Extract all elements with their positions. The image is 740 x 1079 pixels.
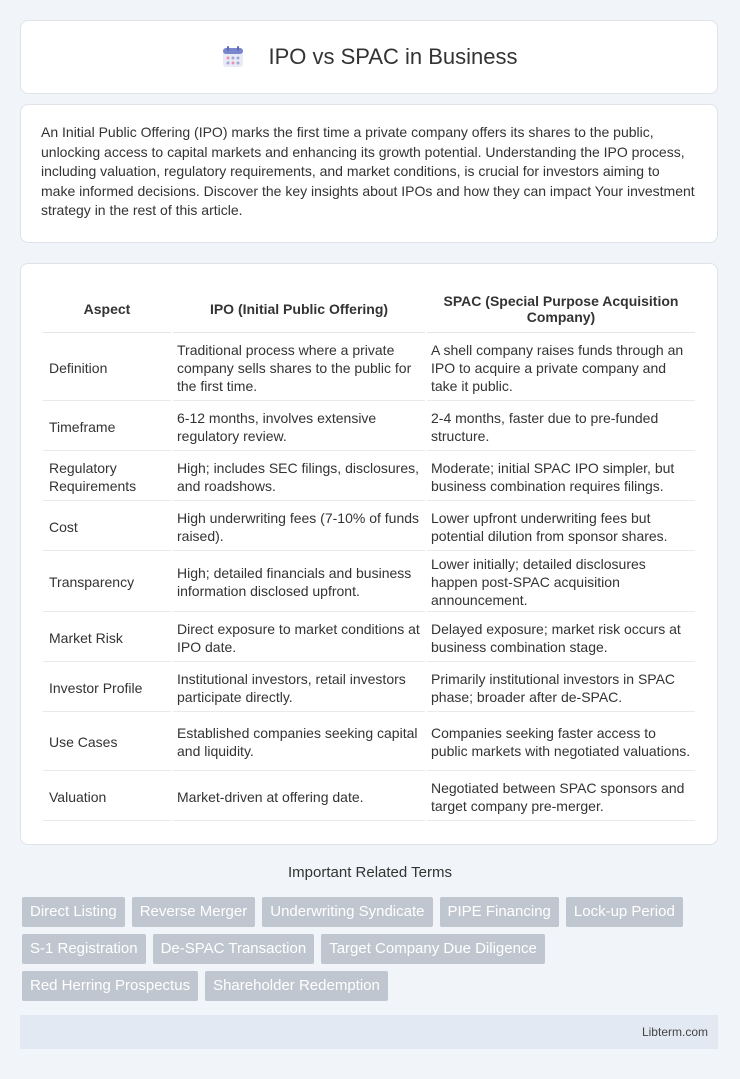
cell-ipo: High; detailed financials and business information disclosed upfront. — [173, 553, 425, 612]
cell-ipo: 6-12 months, involves extensive regulatory review. — [173, 403, 425, 451]
intro-text: An Initial Public Offering (IPO) marks the first time a private company offers its shares to the public, unlocking access to capital markets and enhancing its growth potential. Understanding the IPO process, including valuation, regulatory requirements, and market conditions, is crucial for investors aiming to make informed decisions. Discover the key insights about IPOs and how they can impact Your investment strategy in the rest of this article. — [41, 124, 695, 218]
table-row — [43, 614, 695, 662]
related-term-tag[interactable]: Reverse Merger — [132, 897, 256, 927]
related-term-tag[interactable]: PIPE Financing — [440, 897, 559, 927]
cell-ipo: Established companies seeking capital and liquidity. — [173, 714, 425, 771]
cell-aspect: Transparency — [43, 553, 171, 612]
column-header: IPO (Initial Public Offering) — [173, 286, 425, 333]
footer — [20, 1015, 718, 1049]
table-row — [43, 714, 695, 771]
page-title: IPO vs SPAC in Business — [268, 44, 518, 69]
table-row — [43, 553, 695, 612]
cell-aspect: Regulatory Requirements — [43, 453, 171, 501]
cell-ipo: Institutional investors, retail investors participate directly. — [173, 664, 425, 712]
cell-spac: Lower initially; detailed disclosures happen post-SPAC acquisition announcement. — [427, 553, 695, 612]
cell-spac: Negotiated between SPAC sponsors and target company pre-merger. — [427, 773, 695, 821]
related-term-tag[interactable]: Red Herring Prospectus — [22, 971, 198, 1001]
related-term-tag[interactable]: S-1 Registration — [22, 934, 146, 964]
header-card — [20, 20, 718, 94]
related-term-tag[interactable]: De-SPAC Transaction — [153, 934, 315, 964]
cell-spac: Primarily institutional investors in SPAC phase; broader after de-SPAC. — [427, 664, 695, 712]
cell-ipo: Direct exposure to market conditions at IPO date. — [173, 614, 425, 662]
table-row — [43, 453, 695, 501]
related-term-tag[interactable]: Lock-up Period — [566, 897, 683, 927]
intro-card — [20, 104, 718, 243]
related-term-tag[interactable]: Underwriting Syndicate — [262, 897, 432, 927]
footer-site[interactable]: Libterm.com — [641, 1025, 708, 1039]
column-header: Aspect — [43, 286, 171, 333]
cell-spac: Moderate; initial SPAC IPO simpler, but business combination requires filings. — [427, 453, 695, 501]
related-term-tag[interactable]: Direct Listing — [22, 897, 125, 927]
comparison-card — [20, 263, 718, 845]
cell-ipo: High; includes SEC filings, disclosures, and roadshows. — [173, 453, 425, 501]
related-term-tag[interactable]: Shareholder Redemption — [205, 971, 388, 1001]
table-row — [43, 403, 695, 451]
cell-spac: Companies seeking faster access to public markets with negotiated valuations. — [427, 714, 695, 771]
cell-aspect: Definition — [43, 335, 171, 401]
cell-spac: Lower upfront underwriting fees but potential dilution from sponsor shares. — [427, 503, 695, 551]
related-terms-title: Important Related Terms — [288, 864, 452, 881]
related-term-tag[interactable]: Target Company Due Diligence — [321, 934, 545, 964]
table-row — [43, 335, 695, 401]
table-row — [43, 773, 695, 821]
cell-aspect: Investor Profile — [43, 664, 171, 712]
column-header: SPAC (Special Purpose Acquisition Company) — [427, 286, 695, 333]
calendar-icon — [220, 44, 246, 70]
cell-spac: 2-4 months, faster due to pre-funded structure. — [427, 403, 695, 451]
cell-aspect: Timeframe — [43, 403, 171, 451]
cell-ipo: High underwriting fees (7-10% of funds raised). — [173, 503, 425, 551]
cell-aspect: Valuation — [43, 773, 171, 821]
cell-aspect: Market Risk — [43, 614, 171, 662]
related-terms-list — [22, 897, 722, 1001]
cell-ipo: Traditional process where a private company sells shares to the public for the first time. — [173, 335, 425, 401]
cell-ipo: Market-driven at offering date. — [173, 773, 425, 821]
cell-aspect: Cost — [43, 503, 171, 551]
cell-aspect: Use Cases — [43, 714, 171, 771]
table-row — [43, 503, 695, 551]
comparison-table — [41, 284, 697, 823]
table-row — [43, 664, 695, 712]
cell-spac: Delayed exposure; market risk occurs at business combination stage. — [427, 614, 695, 662]
cell-spac: A shell company raises funds through an IPO to acquire a private company and take it public. — [427, 335, 695, 401]
table-header-row — [43, 286, 695, 333]
